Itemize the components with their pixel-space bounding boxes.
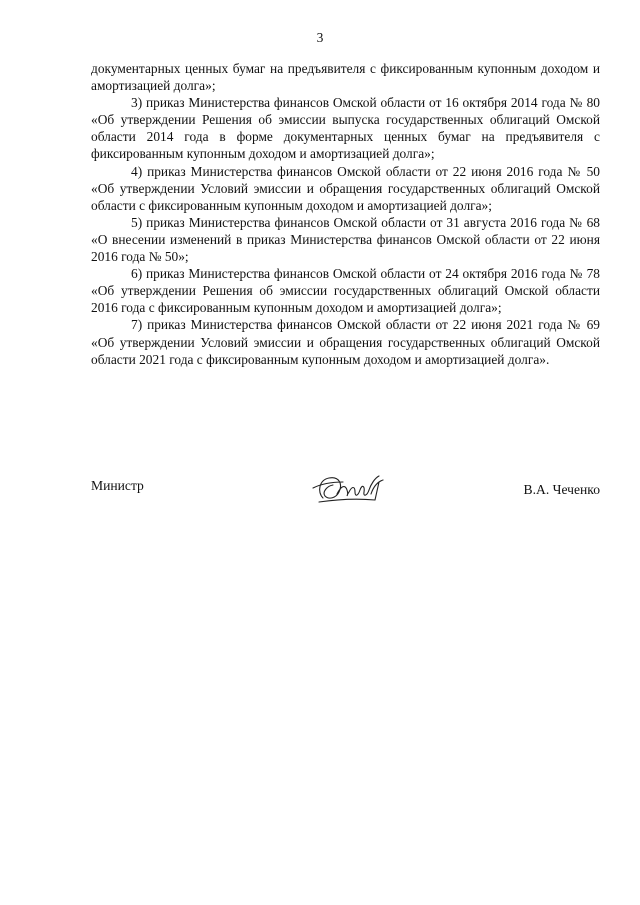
handwritten-signature (309, 470, 389, 510)
paragraph-item-4: 4) приказ Министерства финансов Омской области от 22 июня 2016 года № 50 «Об утверждении Условий эмиссии и обращения государственных облигаций Омской области с фиксированным купонным доходом и амортизацией долга»; (91, 163, 600, 213)
signature-block (91, 474, 600, 514)
page-number: 3 (316, 30, 324, 45)
paragraph-continuation: документарных ценных бумаг на предъявителя с фиксированным купонным доходом и амортизацией долга»; (91, 61, 600, 94)
paragraph-item-5: 5) приказ Министерства финансов Омской области от 31 августа 2016 года № 68 «О внесении изменений в приказ Министерства финансов Омской области от 22 июня 2016 года № 50»; (91, 214, 600, 265)
signatory-position: Министр (91, 478, 144, 493)
signatory-name: В.А. Чеченко (523, 482, 600, 497)
document-body (91, 60, 600, 368)
paragraph-item-7: 7) приказ Министерства финансов Омской области от 22 июня 2021 года № 69 «Об утверждении Условий эмиссии и обращения государственных облигаций Омской области 2021 года с фиксированным купонным доходом и амортизацией долга». (91, 317, 600, 367)
paragraph-item-6: 6) приказ Министерства финансов Омской области от 24 октября 2016 года № 78 «Об утверждении Решения об эмиссии государственных облигаций Омской области 2016 года с фиксированным купонным доходом и амортизацией долга»; (91, 266, 600, 316)
paragraph-item-3: 3) приказ Министерства финансов Омской области от 16 октября 2014 года № 80 «Об утверждении Решения об эмиссии выпуска государственных облигаций Омской области 2014 года в форме документарных ценных бумаг на предъявителя с фиксированным купонным доходом и амортизацией долга»; (91, 95, 600, 162)
